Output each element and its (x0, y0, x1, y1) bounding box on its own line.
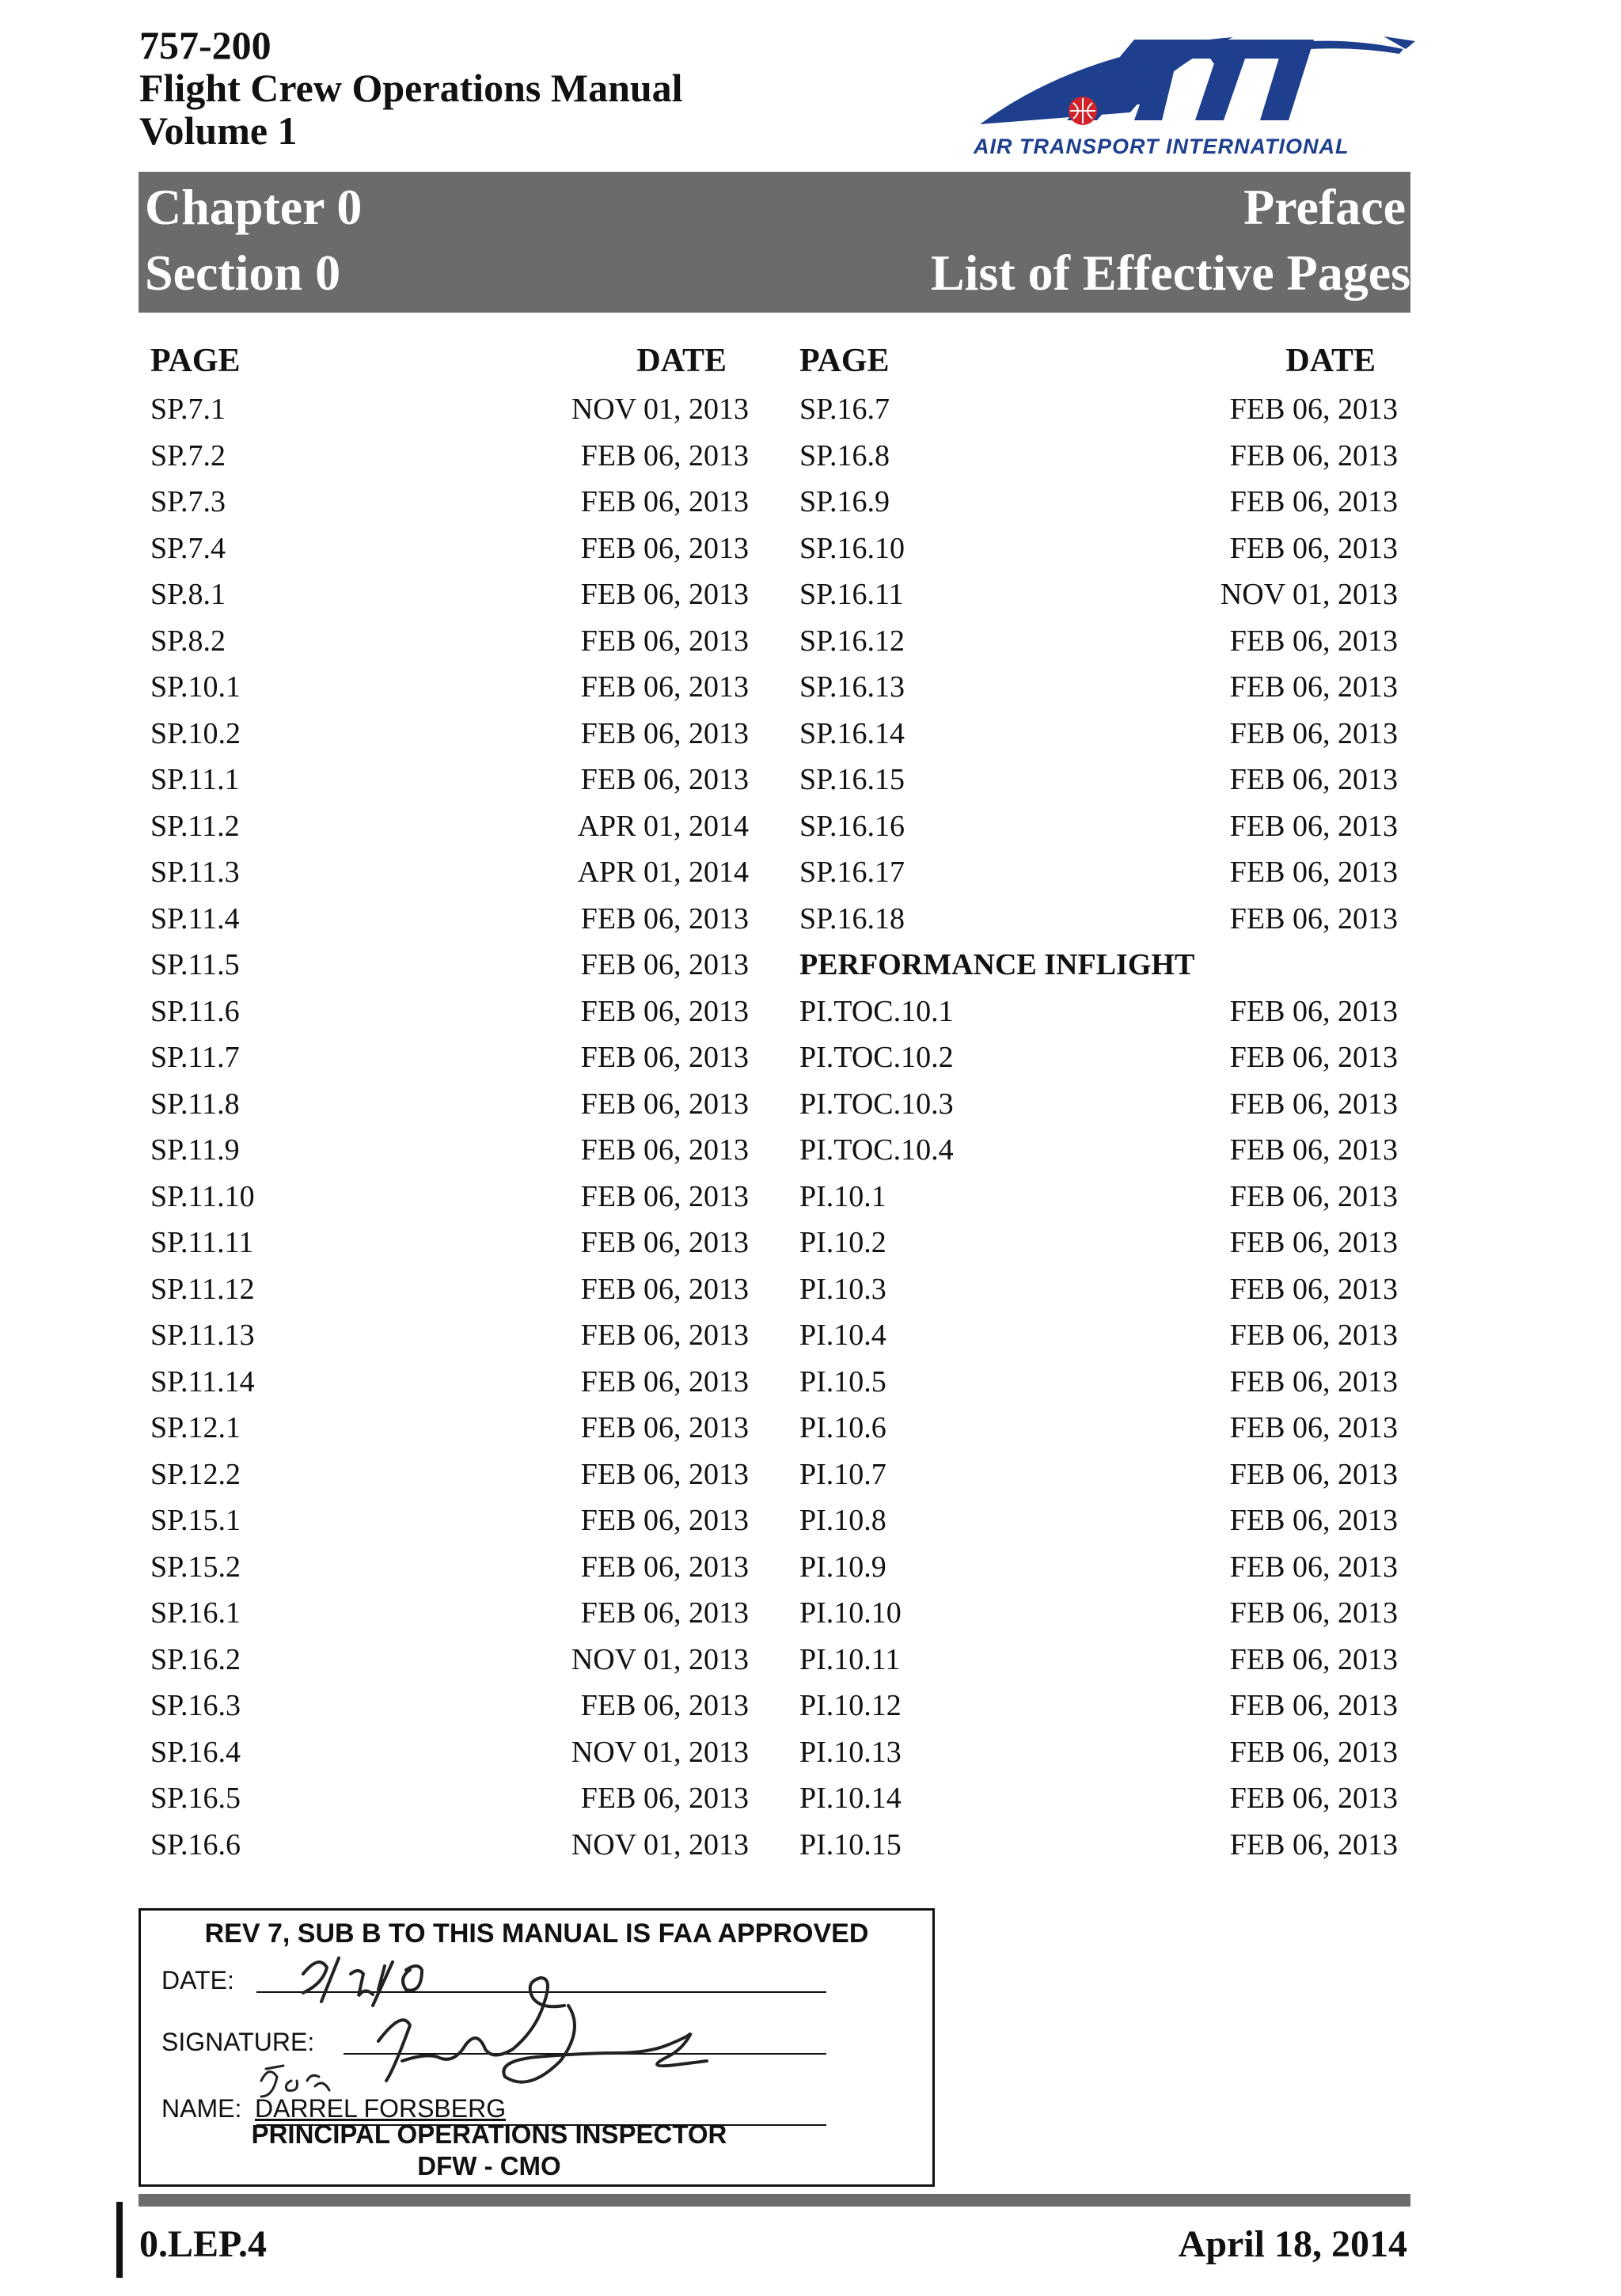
table-row (150, 1544, 749, 1591)
table-row (799, 1127, 1398, 1174)
date-column-header: DATE (1285, 343, 1376, 379)
section-heading-row (799, 942, 1398, 989)
page-cell: PI.TOC.10.1 (799, 994, 954, 1028)
table-row (799, 1775, 1398, 1822)
date-cell: FEB 06, 2013 (580, 1457, 749, 1491)
page-cell: SP.11.13 (150, 1319, 255, 1352)
page-cell: SP.12.1 (150, 1411, 241, 1444)
page-cell: SP.11.12 (150, 1272, 255, 1306)
page-cell: SP.16.12 (799, 624, 905, 658)
page-cell: PI.10.14 (799, 1782, 902, 1815)
document-title (139, 24, 683, 152)
date-cell: FEB 06, 2013 (1229, 1364, 1398, 1398)
table-row (799, 803, 1398, 850)
page-cell: SP.16.4 (150, 1735, 241, 1769)
table-row (150, 1081, 749, 1128)
table-rows (150, 386, 749, 1868)
page-cell: SP.7.1 (150, 393, 226, 426)
page-cell: SP.16.9 (799, 485, 890, 518)
page-cell: SP.11.7 (150, 1041, 240, 1074)
date-cell: FEB 06, 2013 (1229, 1596, 1398, 1630)
table-row (150, 1637, 749, 1683)
page-cell: SP.10.1 (150, 670, 241, 704)
date-cell: FEB 06, 2013 (580, 578, 749, 611)
page-cell: PI.10.8 (799, 1504, 886, 1537)
table-row (799, 896, 1398, 943)
table-row (799, 1359, 1398, 1406)
page-cell: SP.11.1 (150, 763, 240, 796)
date-column-header: DATE (636, 343, 727, 379)
footer-rule (139, 2194, 1410, 2207)
page-number: 0.LEP.4 (139, 2223, 267, 2265)
page-cell: SP.16.15 (799, 763, 905, 796)
date-cell: FEB 06, 2013 (580, 1041, 749, 1074)
page-cell: SP.16.6 (150, 1827, 241, 1861)
table-row (150, 386, 749, 433)
table-row (799, 1683, 1398, 1729)
date-cell: FEB 06, 2013 (580, 438, 749, 472)
date-cell: NOV 01, 2013 (1220, 578, 1398, 611)
page-cell: SP.11.2 (150, 809, 240, 843)
page-column-header: PAGE (150, 343, 241, 379)
date-cell: FEB 06, 2013 (1229, 1827, 1398, 1861)
table-row (799, 526, 1398, 572)
table-row (799, 1452, 1398, 1498)
table-row (150, 1174, 749, 1220)
date-cell: FEB 06, 2013 (580, 1550, 749, 1584)
table-row (150, 1127, 749, 1174)
table-row (799, 1729, 1398, 1776)
table-row (799, 1220, 1398, 1266)
date-label: DATE: (161, 1966, 234, 1994)
table-row (799, 989, 1398, 1035)
page-cell: PI.10.15 (799, 1827, 902, 1861)
page-cell: PI.TOC.10.3 (799, 1087, 954, 1121)
revision-date: April 18, 2014 (1178, 2223, 1407, 2265)
table-row (150, 479, 749, 526)
date-cell: FEB 06, 2013 (580, 1272, 749, 1306)
table-row (150, 803, 749, 850)
date-cell: FEB 06, 2013 (580, 1087, 749, 1121)
date-cell: FEB 06, 2013 (580, 1782, 749, 1815)
page-cell: SP.16.16 (799, 809, 905, 843)
table-row (150, 711, 749, 757)
table-row (150, 1034, 749, 1081)
table-row (799, 1174, 1398, 1220)
page-cell: SP.16.3 (150, 1689, 241, 1722)
section-heading: PERFORMANCE INFLIGHT (799, 948, 1195, 981)
page-cell: PI.10.12 (799, 1689, 902, 1722)
table-row (799, 571, 1398, 618)
date-cell: APR 01, 2014 (577, 856, 749, 889)
page-cell: SP.11.3 (150, 856, 240, 889)
table-row (799, 1034, 1398, 1081)
table-row (150, 1220, 749, 1266)
date-cell: FEB 06, 2013 (580, 1133, 749, 1167)
date-cell: FEB 06, 2013 (1229, 1504, 1398, 1537)
date-cell: FEB 06, 2013 (580, 716, 749, 750)
table-row (150, 989, 749, 1035)
date-cell: FEB 06, 2013 (1229, 1041, 1398, 1074)
table-row (799, 433, 1398, 480)
date-cell: FEB 06, 2013 (1229, 1087, 1398, 1121)
table-row (150, 433, 749, 480)
page-cell: SP.7.4 (150, 531, 226, 565)
page-cell: PI.10.2 (799, 1226, 886, 1259)
table-row (150, 1312, 749, 1359)
table-row (799, 1497, 1398, 1544)
table-row (799, 1081, 1398, 1128)
page-cell: SP.11.5 (150, 948, 240, 981)
page-cell: SP.16.10 (799, 531, 905, 565)
date-cell: FEB 06, 2013 (580, 1411, 749, 1444)
date-cell: FEB 06, 2013 (1229, 1319, 1398, 1352)
approval-title: REV 7, SUB B TO THIS MANUAL IS FAA APPROVED (204, 1918, 869, 1949)
page-cell: SP.16.1 (150, 1596, 241, 1630)
table-row (799, 711, 1398, 757)
date-cell: FEB 06, 2013 (580, 1226, 749, 1259)
page-cell: SP.11.6 (150, 994, 240, 1028)
table-row (150, 896, 749, 943)
inspector-name: DARREL FORSBERG (255, 2094, 507, 2123)
date-cell: FEB 06, 2013 (1229, 1133, 1398, 1167)
table-row (150, 1822, 749, 1869)
date-cell: FEB 06, 2013 (580, 901, 749, 935)
page-cell: PI.TOC.10.2 (799, 1041, 954, 1074)
page-cell: PI.10.3 (799, 1272, 886, 1306)
page-cell: SP.16.17 (799, 856, 905, 889)
chapter-title: Preface (1243, 179, 1406, 235)
section-label: Section 0 (145, 245, 341, 301)
table-row (150, 1359, 749, 1406)
date-cell: FEB 06, 2013 (1229, 1735, 1398, 1769)
pages-table-left (150, 342, 749, 1868)
inspector-position: PRINCIPAL OPERATIONS INSPECTOR (251, 2120, 727, 2149)
table-row (150, 942, 749, 989)
page-cell: SP.11.14 (150, 1364, 255, 1398)
date-cell: FEB 06, 2013 (1229, 1457, 1398, 1491)
date-cell: FEB 06, 2013 (1229, 716, 1398, 750)
page-cell: SP.11.11 (150, 1226, 254, 1259)
table-row (799, 1637, 1398, 1683)
date-cell: FEB 06, 2013 (1229, 1226, 1398, 1259)
table-row (799, 1405, 1398, 1452)
page-cell: PI.10.7 (799, 1457, 886, 1491)
date-cell: FEB 06, 2013 (1229, 994, 1398, 1028)
date-cell: FEB 06, 2013 (1229, 809, 1398, 843)
table-row (799, 1544, 1398, 1591)
date-cell: NOV 01, 2013 (571, 1735, 749, 1769)
date-cell: FEB 06, 2013 (580, 1596, 749, 1630)
page-cell: SP.11.8 (150, 1087, 240, 1121)
signature-label: SIGNATURE: (161, 2028, 315, 2056)
chapter-banner (139, 172, 1410, 313)
table-row (150, 1452, 749, 1498)
page-cell: PI.10.9 (799, 1550, 886, 1584)
date-cell: FEB 06, 2013 (1229, 485, 1398, 518)
page-cell: SP.7.3 (150, 485, 226, 518)
date-cell: FEB 06, 2013 (1229, 1689, 1398, 1722)
page-column-header: PAGE (799, 343, 890, 379)
date-cell: FEB 06, 2013 (580, 1689, 749, 1722)
page-cell: SP.16.14 (799, 716, 905, 750)
table-header (150, 342, 749, 386)
table-row (150, 664, 749, 711)
page-cell: PI.10.13 (799, 1735, 902, 1769)
date-cell: NOV 01, 2013 (571, 1827, 749, 1861)
page-cell: PI.10.11 (799, 1642, 901, 1676)
page-cell: SP.8.2 (150, 624, 226, 658)
section-title: List of Effective Pages (930, 245, 1410, 301)
page-cell: SP.15.2 (150, 1550, 241, 1584)
table-row (150, 1729, 749, 1776)
date-cell: NOV 01, 2013 (571, 393, 749, 426)
volume-label: Volume 1 (139, 108, 298, 153)
faa-approval-stamp (139, 1908, 935, 2187)
page-cell: SP.8.1 (150, 578, 226, 611)
page-cell: SP.12.2 (150, 1457, 241, 1491)
date-cell: FEB 06, 2013 (1229, 531, 1398, 565)
date-cell: FEB 06, 2013 (580, 1364, 749, 1398)
table-row (150, 1590, 749, 1637)
table-row (799, 618, 1398, 665)
date-cell: FEB 06, 2013 (1229, 670, 1398, 704)
table-row (150, 1266, 749, 1313)
inspector-office: DFW - CMO (417, 2151, 561, 2180)
date-cell: FEB 06, 2013 (1229, 856, 1398, 889)
date-cell: FEB 06, 2013 (1229, 763, 1398, 796)
page-cell: SP.16.13 (799, 670, 905, 704)
page-cell: PI.10.6 (799, 1411, 886, 1444)
date-cell: FEB 06, 2013 (580, 531, 749, 565)
date-cell: FEB 06, 2013 (1229, 1550, 1398, 1584)
page-cell: PI.10.5 (799, 1364, 886, 1398)
table-row (150, 1497, 749, 1544)
table-row (799, 849, 1398, 896)
pages-table-right (799, 342, 1398, 1868)
date-cell: APR 01, 2014 (577, 809, 749, 843)
table-row (799, 1822, 1398, 1869)
date-cell: FEB 06, 2013 (580, 624, 749, 658)
date-cell: FEB 06, 2013 (1229, 901, 1398, 935)
date-cell: FEB 06, 2013 (580, 763, 749, 796)
date-cell: FEB 06, 2013 (580, 1504, 749, 1537)
page-cell: SP.15.1 (150, 1504, 241, 1537)
table-header (799, 342, 1398, 386)
table-row (150, 618, 749, 665)
table-rows (799, 386, 1398, 1868)
table-row (150, 526, 749, 572)
change-bar (116, 2202, 123, 2278)
date-cell: FEB 06, 2013 (1229, 1411, 1398, 1444)
table-row (150, 1683, 749, 1729)
date-cell: FEB 06, 2013 (1229, 438, 1398, 472)
table-row (799, 479, 1398, 526)
table-row (799, 757, 1398, 803)
manual-name: Flight Crew Operations Manual (139, 66, 683, 110)
table-row (799, 664, 1398, 711)
date-cell: FEB 06, 2013 (1229, 1272, 1398, 1306)
page-cell: SP.11.4 (150, 901, 240, 935)
page-cell: SP.7.2 (150, 438, 226, 472)
date-cell: NOV 01, 2013 (571, 1642, 749, 1676)
date-cell: FEB 06, 2013 (580, 670, 749, 704)
date-cell: FEB 06, 2013 (1229, 1179, 1398, 1213)
date-cell: FEB 06, 2013 (1229, 1642, 1398, 1676)
table-row (150, 1775, 749, 1822)
page-cell: SP.16.2 (150, 1642, 241, 1676)
date-cell: FEB 06, 2013 (1229, 1782, 1398, 1815)
date-cell: FEB 06, 2013 (580, 1319, 749, 1352)
page-cell: SP.11.9 (150, 1133, 240, 1167)
page-cell: SP.10.2 (150, 716, 241, 750)
page-cell: PI.10.4 (799, 1319, 886, 1352)
logo-caption: AIR TRANSPORT INTERNATIONAL (974, 135, 1350, 158)
name-label: NAME: (161, 2094, 242, 2123)
table-row (799, 1266, 1398, 1313)
date-cell: FEB 06, 2013 (1229, 624, 1398, 658)
page-cell: SP.11.10 (150, 1179, 255, 1213)
date-cell: FEB 06, 2013 (580, 948, 749, 981)
table-row (799, 1312, 1398, 1359)
chapter-label: Chapter 0 (145, 179, 363, 235)
page-cell: PI.TOC.10.4 (799, 1133, 954, 1167)
page-cell: SP.16.11 (799, 578, 904, 611)
handwritten-signature (141, 1911, 937, 2189)
page-cell: SP.16.18 (799, 901, 905, 935)
page-cell: SP.16.5 (150, 1782, 241, 1815)
table-row (799, 1590, 1398, 1637)
page-cell: PI.10.10 (799, 1596, 902, 1630)
table-row (150, 757, 749, 803)
date-cell: FEB 06, 2013 (1229, 393, 1398, 426)
table-row (150, 571, 749, 618)
page-cell: SP.16.8 (799, 438, 890, 472)
table-row (150, 1405, 749, 1452)
table-row (799, 386, 1398, 433)
page-cell: SP.16.7 (799, 393, 890, 426)
aircraft-model: 757-200 (139, 23, 271, 67)
table-row (150, 849, 749, 896)
page-cell: PI.10.1 (799, 1179, 886, 1213)
date-cell: FEB 06, 2013 (580, 485, 749, 518)
date-cell: FEB 06, 2013 (580, 994, 749, 1028)
date-cell: FEB 06, 2013 (580, 1179, 749, 1213)
